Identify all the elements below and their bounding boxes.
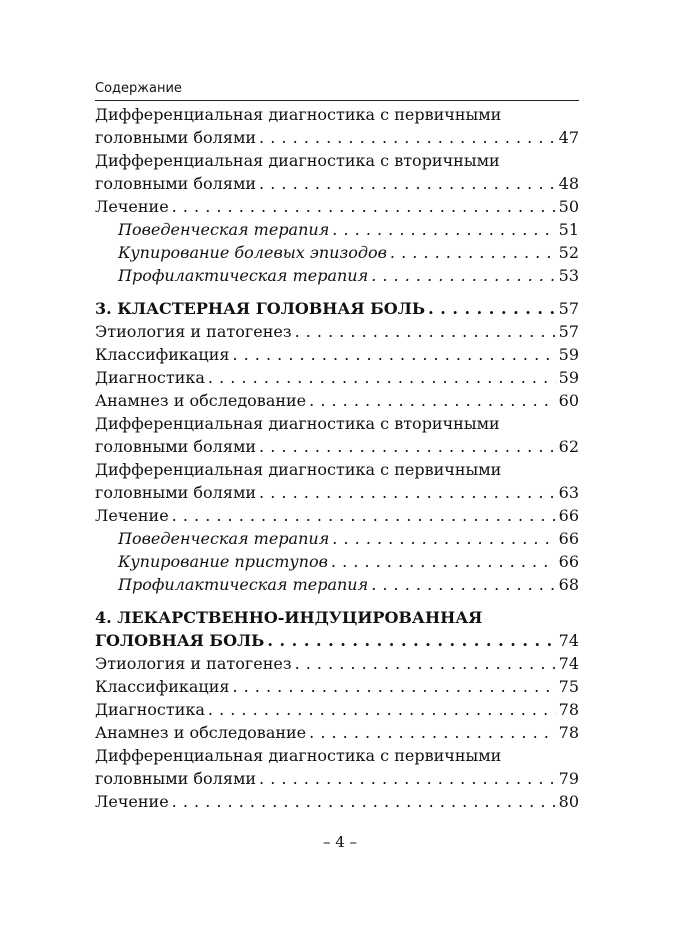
dot-leader — [259, 435, 556, 458]
toc-entry-title-line: Дифференциальная диагностика с первичными — [95, 105, 502, 124]
toc-entry-row — [95, 481, 579, 504]
toc-entry-row — [95, 675, 579, 698]
toc-entry — [95, 149, 579, 195]
toc-entry — [95, 675, 579, 698]
page-number: – 4 – — [322, 833, 358, 851]
toc-page-number: 63 — [558, 483, 579, 502]
toc-entry-title: Диагностика — [95, 368, 205, 387]
toc-entry-title: Этиология и патогенез — [95, 322, 292, 341]
toc-entry-title: головными болями — [95, 483, 257, 502]
toc-entry-title-line: Дифференциальная диагностика с первичными — [95, 746, 502, 765]
toc-entry-title: Поведенческая терапия — [118, 529, 330, 548]
toc-entry-title: Купирование болевых эпизодов — [118, 243, 387, 262]
toc-entry-row — [118, 550, 579, 573]
toc-page-number: 57 — [558, 299, 579, 318]
toc-entry-title: головными болями — [95, 174, 257, 193]
toc-entry-row — [95, 790, 579, 813]
toc-entry-title-line: Дифференциальная диагностика с первичными — [95, 460, 502, 479]
dot-leader — [371, 264, 555, 287]
toc-entry — [95, 504, 579, 527]
dot-leader — [259, 767, 556, 790]
toc-entry — [95, 389, 579, 412]
toc-page-number: 74 — [558, 631, 579, 650]
toc-page-number: 78 — [558, 700, 579, 719]
toc-entry-row — [95, 297, 579, 320]
toc-entry-title: Лечение — [95, 197, 169, 216]
dot-leader — [309, 389, 555, 412]
toc-entry-row — [95, 721, 579, 744]
toc-entry — [95, 744, 579, 790]
toc-page-number: 60 — [558, 391, 579, 410]
toc-page-number: 66 — [558, 552, 579, 571]
toc-entry — [95, 790, 579, 813]
toc-entry — [95, 721, 579, 744]
toc-entry — [95, 458, 579, 504]
toc-entry-title: Этиология и патогенез — [95, 654, 292, 673]
toc-entry-row — [95, 126, 579, 149]
dot-leader — [332, 527, 555, 550]
toc-page-number: 52 — [558, 243, 579, 262]
toc-entry-title: Лечение — [95, 506, 169, 525]
toc-chapter-entry — [95, 297, 579, 320]
dot-leader — [259, 172, 556, 195]
toc-entry-title: Профилактическая терапия — [118, 266, 369, 285]
dot-leader — [172, 504, 556, 527]
toc-entry-title: Диагностика — [95, 700, 205, 719]
toc-entry-row — [118, 218, 579, 241]
toc-subentry — [95, 550, 579, 573]
toc-page — [95, 80, 579, 813]
toc-entry-title: Классификация — [95, 677, 230, 696]
dot-leader — [371, 573, 555, 596]
dot-leader — [309, 721, 555, 744]
toc-entry-title: ГОЛОВНАЯ БОЛЬ — [95, 631, 265, 650]
toc-entry — [95, 343, 579, 366]
toc-entry — [95, 320, 579, 343]
dot-leader — [208, 366, 556, 389]
running-head: Содержание — [95, 80, 579, 101]
dot-leader — [332, 218, 555, 241]
toc-entry-title: Анамнез и обследование — [95, 723, 307, 742]
toc-entry-row — [95, 343, 579, 366]
toc-entry-row — [118, 241, 579, 264]
toc-subentry — [95, 241, 579, 264]
toc-entry-title: головными болями — [95, 128, 257, 147]
toc-page-number: 47 — [558, 128, 579, 147]
toc-entry — [95, 103, 579, 149]
toc-page-number: 48 — [558, 174, 579, 193]
toc-entry — [95, 698, 579, 721]
dot-leader — [172, 790, 556, 813]
toc-page-number: 66 — [558, 529, 579, 548]
toc-entry-row — [95, 366, 579, 389]
toc-entry-title: Анамнез и обследование — [95, 391, 307, 410]
toc-subentry — [95, 527, 579, 550]
toc-page-number: 74 — [558, 654, 579, 673]
dot-leader — [295, 652, 556, 675]
toc-page-number: 62 — [558, 437, 579, 456]
toc-page-number: 80 — [558, 792, 579, 811]
toc-entry-title: 3. КЛАСТЕРНАЯ ГОЛОВНАЯ БОЛЬ — [95, 299, 426, 318]
toc-page-number: 57 — [558, 322, 579, 341]
table-of-contents — [95, 103, 579, 813]
toc-entry-row — [95, 504, 579, 527]
dot-leader — [267, 629, 555, 652]
toc-page-number: 59 — [558, 345, 579, 364]
toc-entry-row — [95, 698, 579, 721]
toc-entry-row — [118, 573, 579, 596]
toc-subentry — [95, 573, 579, 596]
toc-entry-row — [118, 264, 579, 287]
toc-entry-row — [95, 195, 579, 218]
toc-entry-title: Лечение — [95, 792, 169, 811]
toc-page-number: 75 — [558, 677, 579, 696]
toc-entry-title: Купирование приступов — [118, 552, 328, 571]
dot-leader — [390, 241, 556, 264]
toc-entry-title: головными болями — [95, 437, 257, 456]
toc-entry-row — [95, 629, 579, 652]
toc-entry — [95, 412, 579, 458]
dot-leader — [172, 195, 556, 218]
toc-page-number: 68 — [558, 575, 579, 594]
dot-leader — [259, 126, 556, 149]
toc-page-number: 50 — [558, 197, 579, 216]
toc-chapter-entry — [95, 606, 579, 652]
toc-entry — [95, 366, 579, 389]
toc-entry-row — [95, 435, 579, 458]
dot-leader — [232, 675, 555, 698]
toc-entry-title: Поведенческая терапия — [118, 220, 330, 239]
toc-entry-title: головными болями — [95, 769, 257, 788]
toc-page-number: 59 — [558, 368, 579, 387]
toc-entry-row — [95, 320, 579, 343]
toc-page-number: 66 — [558, 506, 579, 525]
toc-entry-title-line: Дифференциальная диагностика с вторичными — [95, 414, 500, 433]
dot-leader — [208, 698, 556, 721]
toc-entry — [95, 652, 579, 675]
toc-page-number: 79 — [558, 769, 579, 788]
toc-entry-row — [95, 389, 579, 412]
toc-entry-row — [95, 652, 579, 675]
toc-entry — [95, 195, 579, 218]
toc-subentry — [95, 218, 579, 241]
toc-entry-row — [95, 172, 579, 195]
toc-entry-title-line: 4. ЛЕКАРСТВЕННО-ИНДУЦИРОВАННАЯ — [95, 608, 483, 627]
toc-entry-title-line: Дифференциальная диагностика с вторичными — [95, 151, 500, 170]
toc-entry-title: Классификация — [95, 345, 230, 364]
toc-entry-row — [95, 767, 579, 790]
toc-page-number: 78 — [558, 723, 579, 742]
toc-subentry — [95, 264, 579, 287]
dot-leader — [331, 550, 556, 573]
dot-leader — [428, 297, 556, 320]
toc-page-number: 51 — [558, 220, 579, 239]
dot-leader — [232, 343, 555, 366]
toc-entry-row — [118, 527, 579, 550]
dot-leader — [295, 320, 556, 343]
dot-leader — [259, 481, 556, 504]
toc-page-number: 53 — [558, 266, 579, 285]
toc-entry-title: Профилактическая терапия — [118, 575, 369, 594]
